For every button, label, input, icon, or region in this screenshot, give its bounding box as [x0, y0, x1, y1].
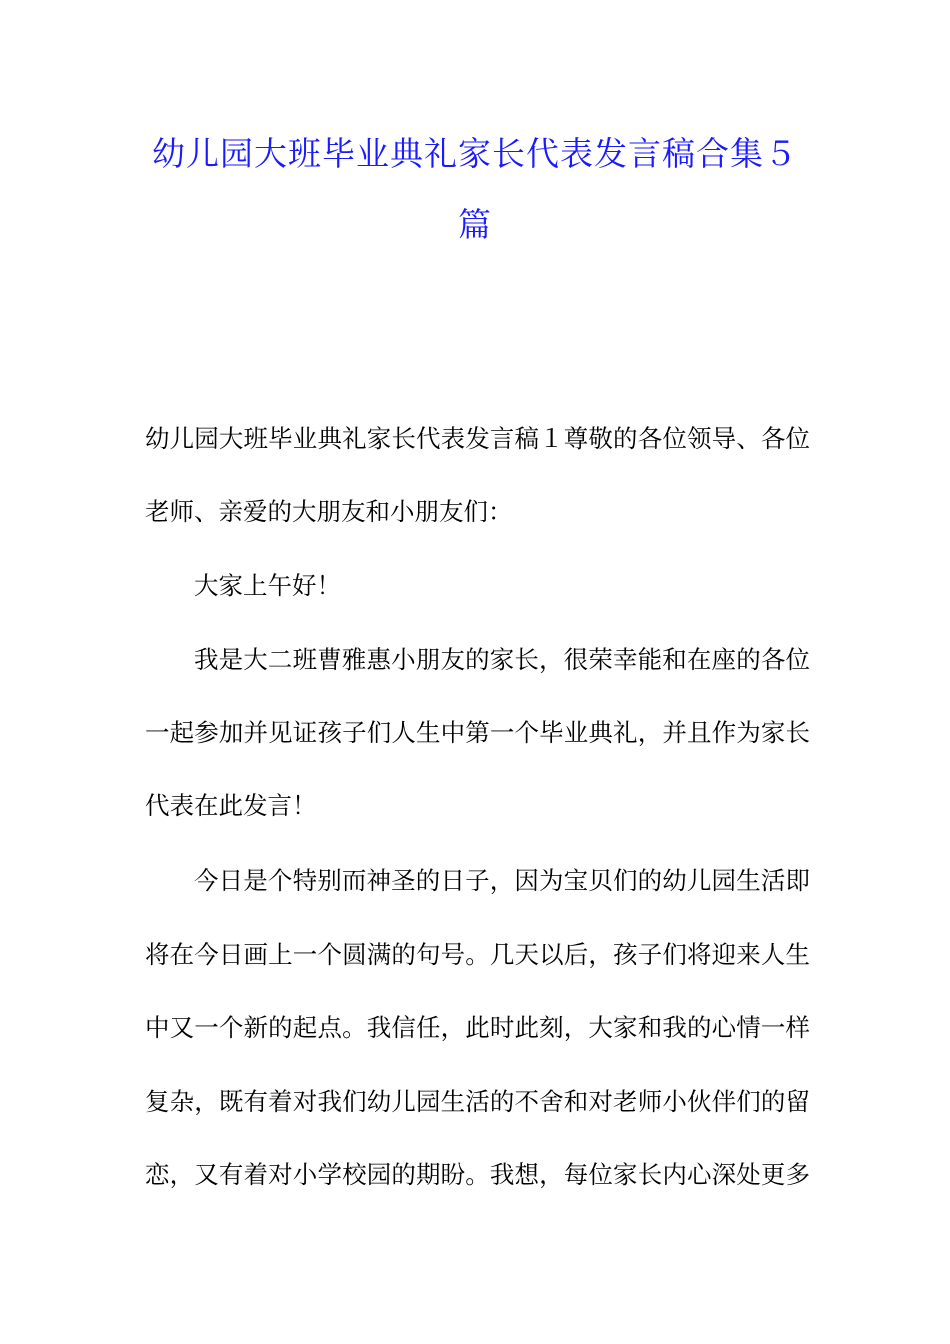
document-title-line-2: 篇 [458, 205, 492, 244]
body-line-6: 代表在此发言！ [145, 791, 317, 820]
body-line-11: 恋，又有着对小学校园的期盼。我想，每位家长内心深处更多 [145, 1160, 810, 1189]
document-title-line-1: 幼儿园大班毕业典礼家长代表发言稿合集５ [152, 134, 798, 173]
body-line-8: 将在今日画上一个圆满的句号。几天以后，孩子们将迎来人生 [145, 940, 810, 969]
body-line-1: 幼儿园大班毕业典礼家长代表发言稿１尊敬的各位领导、各位 [145, 424, 810, 453]
body-line-4: 我是大二班曹雅惠小朋友的家长，很荣幸能和在座的各位 [194, 645, 810, 674]
body-line-10: 复杂，既有着对我们幼儿园生活的不舍和对老师小伙伴们的留 [145, 1087, 810, 1116]
body-line-3: 大家上午好！ [194, 571, 341, 600]
body-line-7: 今日是个特别而神圣的日子，因为宝贝们的幼儿园生活即 [194, 866, 810, 895]
body-line-5: 一起参加并见证孩子们人生中第一个毕业典礼，并且作为家长 [145, 718, 810, 747]
body-line-9: 中又一个新的起点。我信任，此时此刻，大家和我的心情一样 [145, 1013, 810, 1042]
body-line-2: 老师、亲爱的大朋友和小朋友们： [145, 497, 513, 526]
